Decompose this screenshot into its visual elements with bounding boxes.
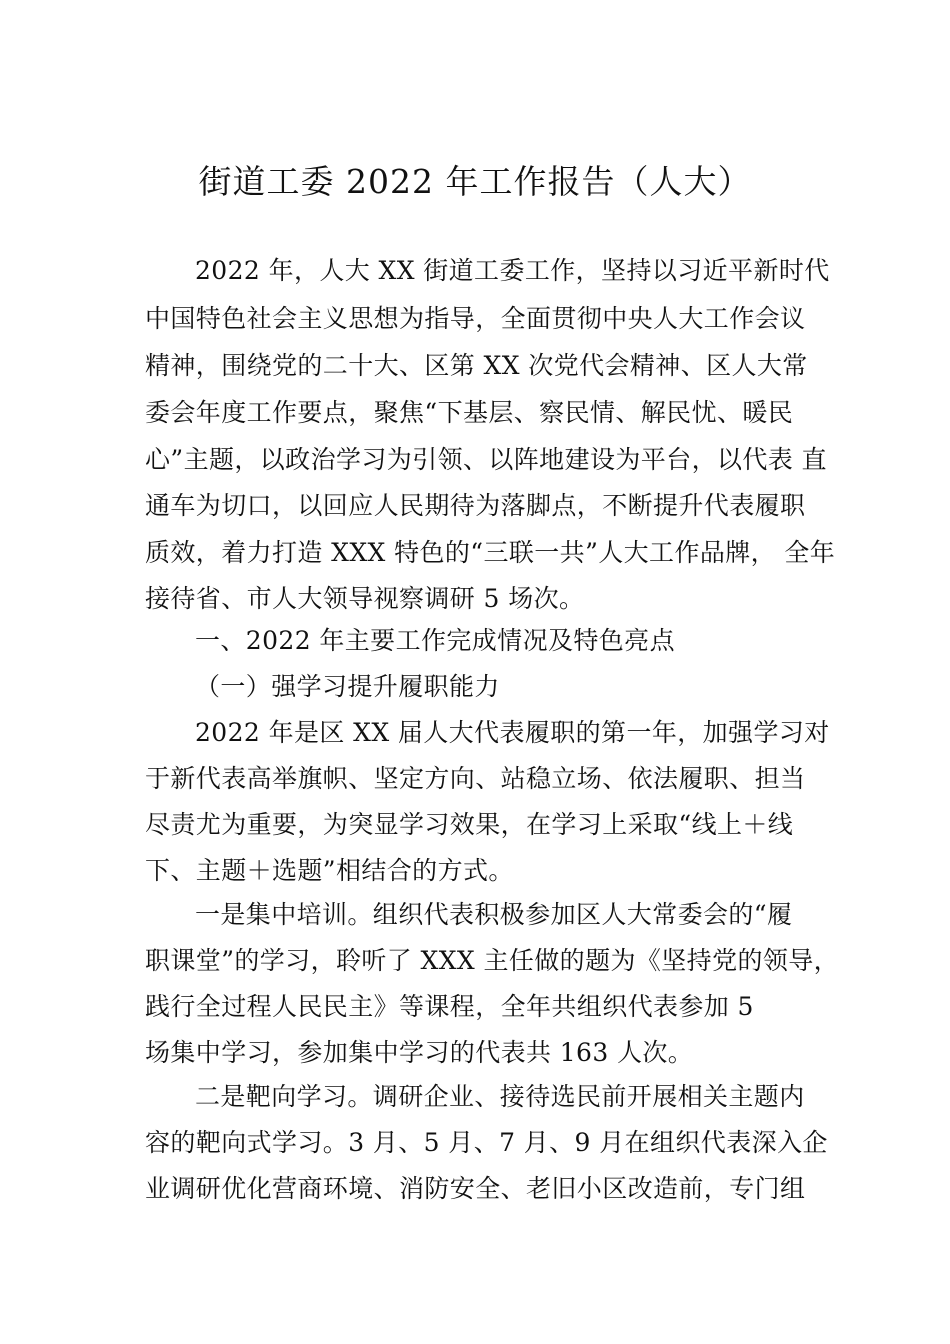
body-line-3: 精神，围绕党的二十大、区第 XX 次党代会精神、区人大常	[145, 351, 808, 380]
section-heading-1: 一、2022 年主要工作完成情况及特色亮点	[195, 626, 675, 655]
body-line-16: 场集中学习，参加集中学习的代表共 163 人次。	[145, 1038, 694, 1067]
body-line-12: 下、主题＋选题”相结合的方式。	[145, 856, 514, 885]
body-line-10: 于新代表高举旗帜、坚定方向、站稳立场、依法履职、担当	[145, 764, 806, 793]
body-line-9: 2022 年是区 XX 届人大代表履职的第一年，加强学习对	[195, 718, 830, 747]
body-line-15: 践行全过程人民民主》等课程，全年共组织代表参加 5	[145, 992, 754, 1021]
body-line-13: 一是集中培训。组织代表积极参加区人大常委会的“履	[195, 900, 793, 929]
body-line-19: 业调研优化营商环境、消防安全、老旧小区改造前，专门组	[145, 1174, 806, 1203]
body-line-17: 二是靶向学习。调研企业、接待选民前开展相关主题内	[195, 1082, 805, 1111]
body-line-1: 2022 年，人大 XX 街道工委工作，坚持以习近平新时代	[195, 256, 830, 285]
body-line-6: 通车为切口，以回应人民期待为落脚点，不断提升代表履职	[145, 491, 806, 520]
body-line-18: 容的靶向式学习。3 月、5 月、7 月、9 月在组织代表深入企	[145, 1128, 828, 1157]
body-line-14: 职课堂”的学习，聆听了 XXX 主任做的题为《坚持党的领导，	[145, 946, 840, 975]
body-line-7: 质效，着力打造 XXX 特色的“三联一共”人大工作品牌， 全年	[145, 538, 836, 567]
document-title: 街道工委 2022 年工作报告（人大）	[198, 162, 752, 201]
subsection-heading-1: （一）强学习提升履职能力	[195, 672, 500, 701]
body-line-8: 接待省、市人大领导视察调研 5 场次。	[145, 584, 585, 613]
body-line-5: 心”主题，以政治学习为引领、以阵地建设为平台，以代表 直	[145, 445, 827, 474]
body-line-11: 尽责尤为重要，为突显学习效果，在学习上采取“线上＋线	[145, 810, 794, 839]
body-line-2: 中国特色社会主义思想为指导，全面贯彻中央人大工作会议	[145, 304, 806, 333]
body-line-4: 委会年度工作要点，聚焦“下基层、察民情、解民忧、暖民	[145, 398, 794, 427]
